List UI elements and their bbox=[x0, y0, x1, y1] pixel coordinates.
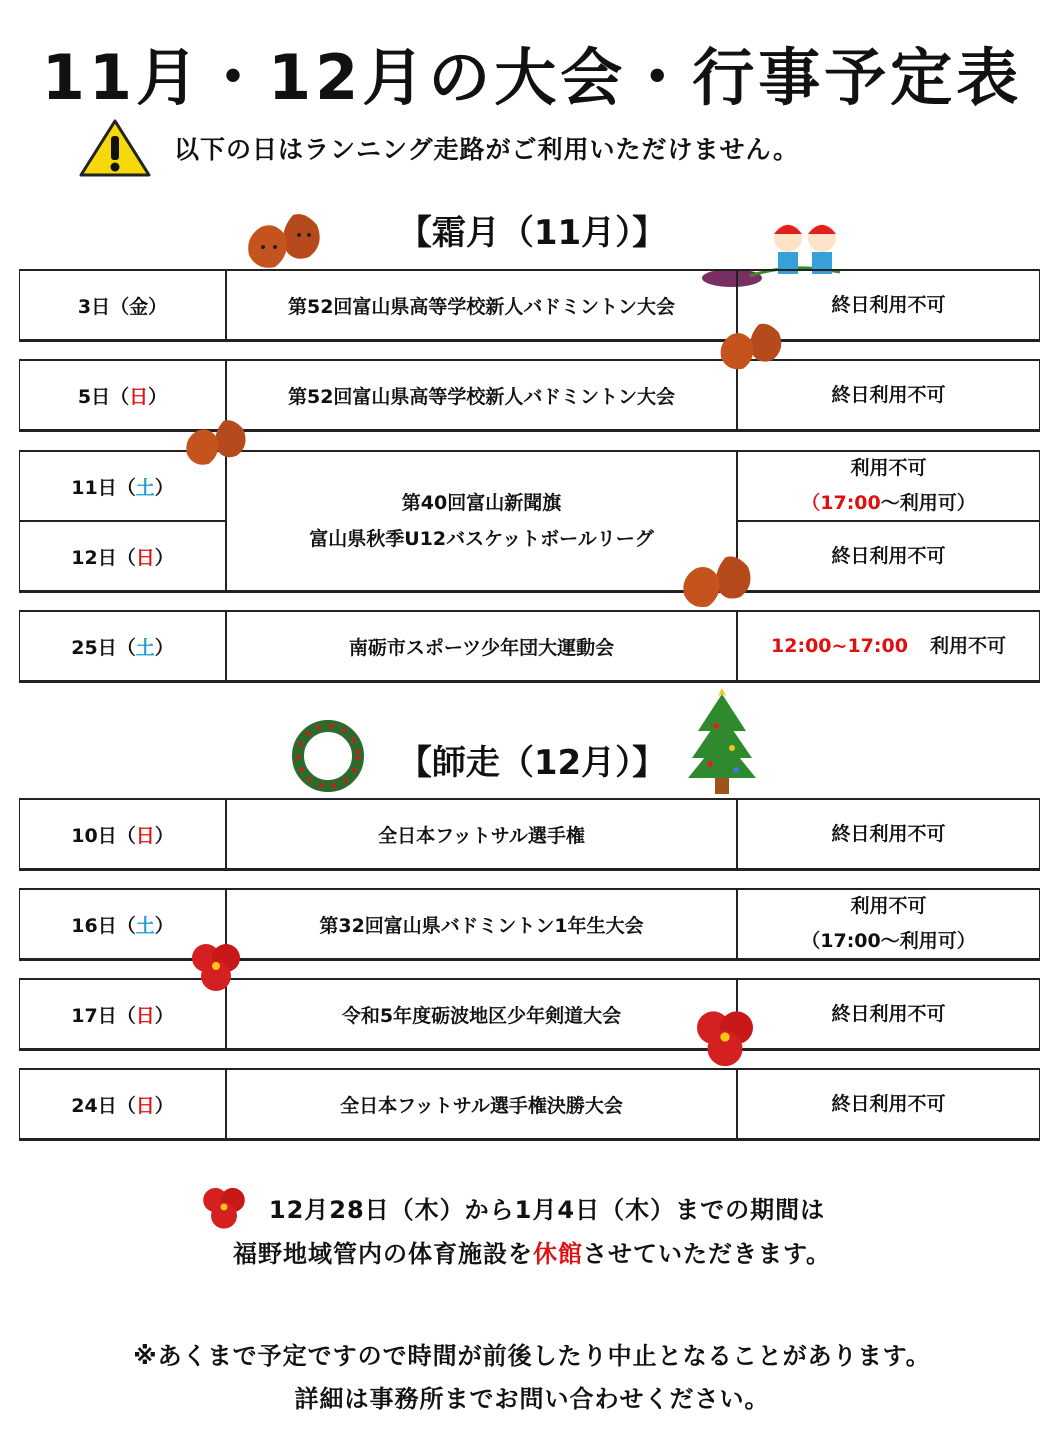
table-row bbox=[19, 798, 1040, 871]
event-cell: 南砺市スポーツ少年団大運動会 bbox=[225, 612, 738, 680]
chestnut-icon bbox=[716, 316, 786, 372]
status-cell: 終日利用不可 bbox=[831, 383, 946, 406]
table-row bbox=[19, 1068, 1040, 1141]
date-cell: 25日（ 土 ） bbox=[71, 636, 174, 659]
closure-notice-line1: 12月28日（木）から1月4日（木）までの期間は bbox=[268, 1196, 826, 1224]
chestnut-icon bbox=[676, 548, 758, 610]
warning-row bbox=[78, 118, 799, 178]
event-cell: 第52回富山県高等学校新人バドミントン大会 bbox=[225, 271, 738, 339]
table-row bbox=[19, 450, 1040, 593]
table-row bbox=[19, 359, 1040, 432]
status-cell: 終日利用不可 bbox=[831, 1002, 946, 1025]
event-cell: 全日本フットサル選手権決勝大会 bbox=[225, 1070, 738, 1138]
date-cell: 16日（ 土 ） bbox=[71, 914, 174, 937]
november-heading: 【霜月（11月）】 bbox=[397, 213, 667, 253]
disclaimer-line2: 詳細は事務所までお問い合わせください。 bbox=[294, 1385, 770, 1413]
date-cell: 11日（ 土 ） bbox=[20, 452, 225, 522]
warning-icon bbox=[78, 118, 152, 178]
date-cell: 17日（ 日 ） bbox=[71, 1004, 174, 1027]
table-row bbox=[19, 269, 1040, 342]
table-row bbox=[19, 978, 1040, 1051]
poinsettia-icon bbox=[186, 936, 246, 996]
status-cell: 利用不可 （17:00～利用可） bbox=[801, 895, 976, 952]
event-cell: 第32回富山県バドミントン1年生大会 bbox=[225, 890, 738, 958]
event-cell: 全日本フットサル選手権 bbox=[225, 800, 738, 868]
table-row bbox=[19, 610, 1040, 683]
status-cell: 終日利用不可 bbox=[831, 1092, 946, 1115]
status-cell: 終日利用不可 bbox=[831, 544, 946, 567]
christmas-tree-icon bbox=[686, 686, 758, 796]
event-cell: 令和5年度砺波地区少年剣道大会 bbox=[225, 980, 738, 1048]
page-title: 11月・12月の大会・行事予定表 bbox=[41, 41, 1023, 114]
status-cell: 終日利用不可 bbox=[831, 293, 946, 316]
chestnut-icon bbox=[243, 205, 325, 271]
table-row bbox=[19, 888, 1040, 961]
status-cell: 終日利用不可 bbox=[831, 822, 946, 845]
date-cell: 24日（ 日 ） bbox=[71, 1094, 174, 1117]
poinsettia-icon bbox=[690, 1002, 760, 1072]
event-cell: 第40回富山新聞旗 富山県秋季U12バスケットボールリーグ bbox=[225, 452, 738, 590]
date-cell: 10日（ 日 ） bbox=[71, 824, 174, 847]
event-cell: 第52回富山県高等学校新人バドミントン大会 bbox=[225, 361, 738, 429]
date-cell: 5日（ 日 ） bbox=[77, 385, 168, 408]
date-cell: 12日（ 日 ） bbox=[71, 546, 174, 569]
status-cell: 12:00~17:00 利用不可 bbox=[771, 634, 1006, 657]
december-heading: 【師走（12月）】 bbox=[397, 743, 667, 783]
closure-notice-line2: 福野地域管内の体育施設を休館させていただきます。 bbox=[232, 1240, 832, 1268]
wreath-icon bbox=[288, 716, 368, 796]
chestnut-icon bbox=[182, 412, 250, 468]
status-cell: 利用不可 （17:00～利用可） bbox=[738, 452, 1039, 522]
date-cell: 3日（ 金 ） bbox=[77, 295, 168, 318]
disclaimer-line1: ※あくまで予定ですので時間が前後したり中止となることがあります。 bbox=[133, 1342, 931, 1370]
warning-text: 以下の日はランニング走路がご利用いただけません。 bbox=[174, 135, 800, 164]
